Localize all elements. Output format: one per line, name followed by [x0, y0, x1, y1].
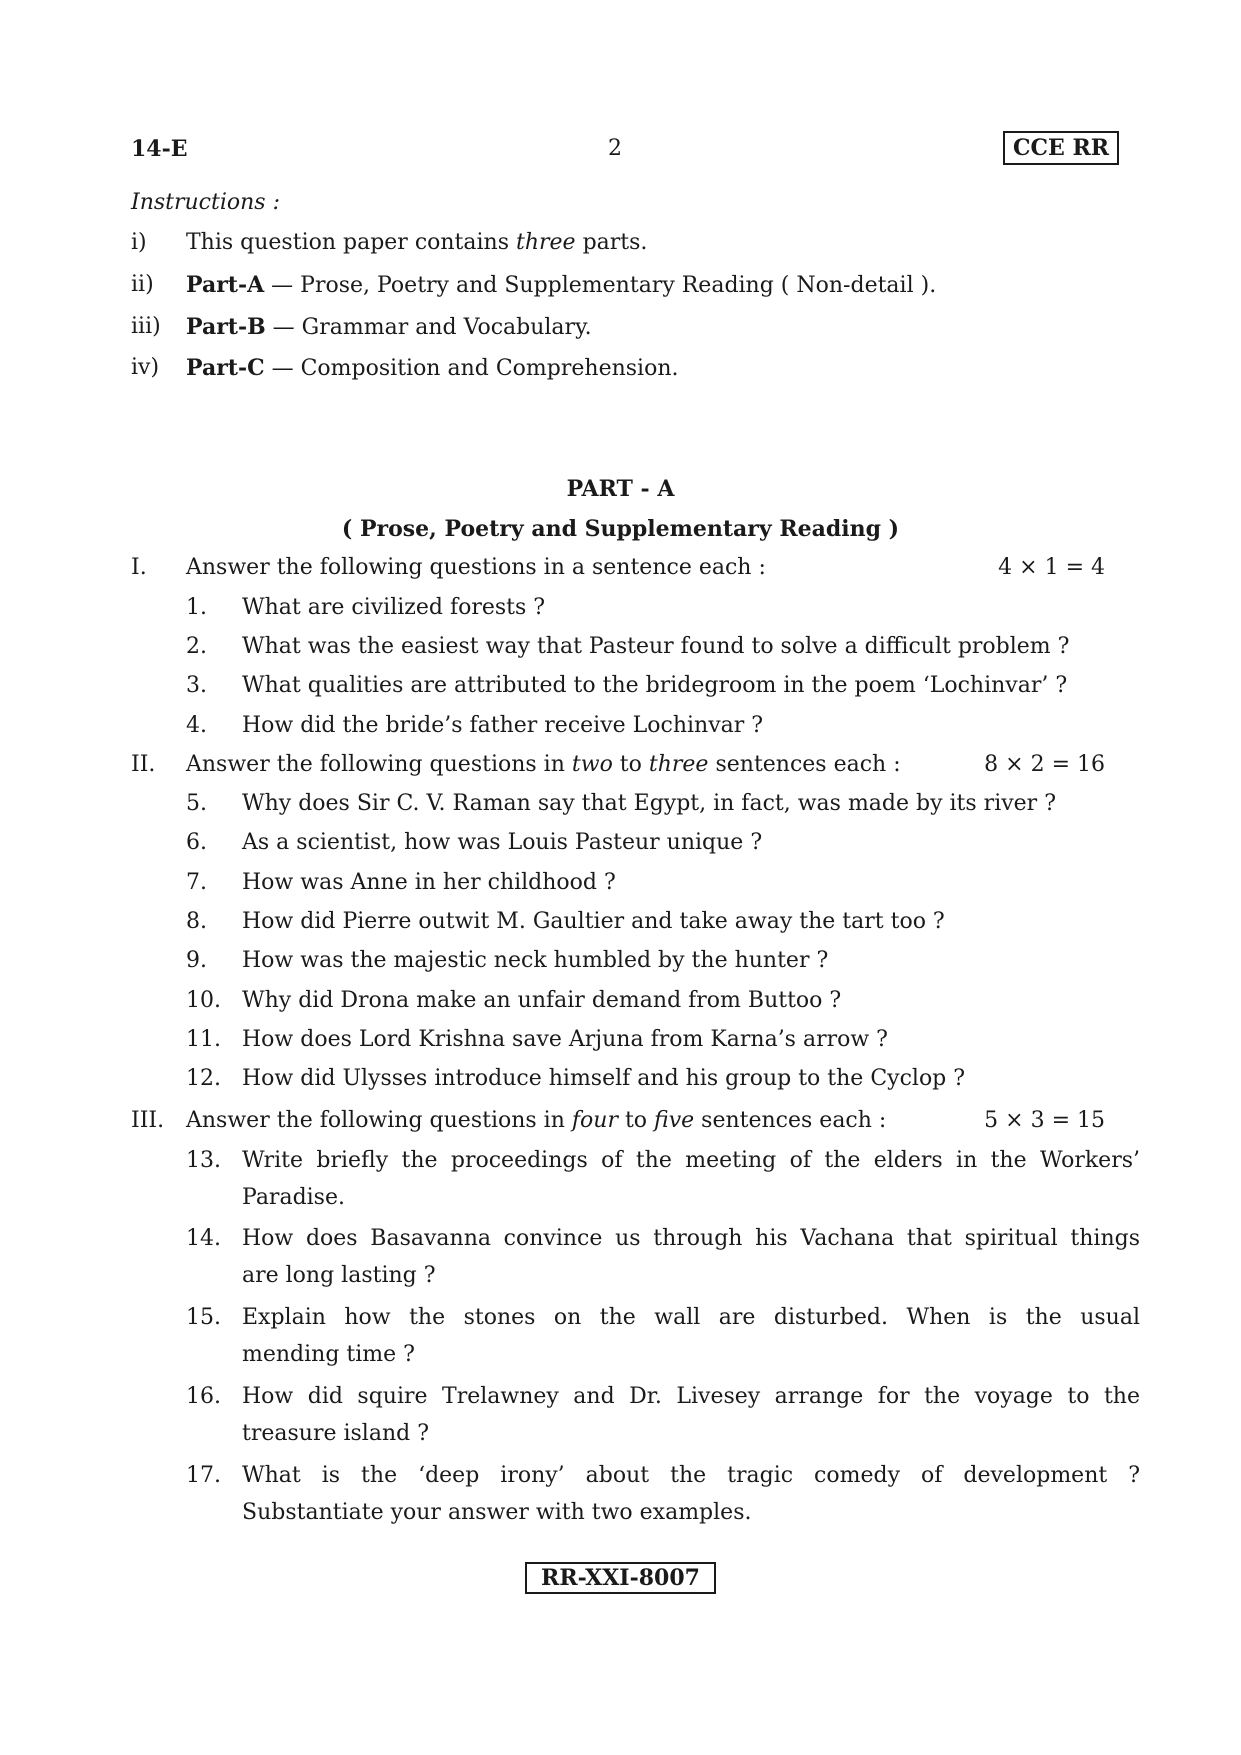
- footer-code: RR-XXI-8007: [525, 1562, 716, 1594]
- question-continuation: Paradise.: [242, 1185, 345, 1210]
- question-continuation: treasure island ?: [242, 1421, 429, 1446]
- instructions-title: Instructions :: [131, 190, 280, 215]
- part-title: PART - A: [566, 476, 675, 502]
- question-paper-page: 14-E 2 CCE RR Instructions : i) This question paper contains three parts. ii) Part-A — Prose, Poetry and Supplementary Reading ( Non-detail ). iii) Part-B — Grammar and Vocabulary. iv) Part-C — Composition and Comprehension. PART - A ( Prose, Poetry and Supplementary Reading ) I. Answer the following questions in a sentence each : 4 × 1 = 4 1. What are civilized forests ? 2. What was the easiest way that Pasteur found to solve a difficult problem ? 3. What qualities are attributed to the bridegroom in the poem ‘Lochinvar’ ? 4. How did the bride’s father receive Lochinvar ? II. Answer the following questions in two to three sentences each : 8 × 2 = 16 5. Why does Sir C. V. Raman say that Egypt, in fact, was made by its river ? 6. As a scientist, how was Louis Pasteur unique ? 7. How was Anne in her childhood ? 8. How did Pierre outwit M. Gaultier and take away the tart too ? 9. How was the majestic neck humbled by the hunter ? 10. Why did Drona make an unfair demand from Buttoo ? 11. How does Lord Krishna save Arjuna from Karna’s arrow ? 12. How did Ulysses introduce himself and his group to the Cyclop ? III. Answer the following questions in four to five sentences each : 5 × 3 = 15 13. Write briefly the proceedings of the meeting of the elders in the Workers’ Paradise. 14. How does Basavanna convince us through his Vachana that spiritual things are long lasting ? 15. Explain how the stones on the wall are disturbed. When is the usual mending time ? 16. How did squire Trelawney and Dr. Livesey arrange for the voyage to the treasure island ? 17. What is the ‘deep irony’ about the tragic comedy of development ? Substantiate your answer with two examples. RR-XXI-8007: [0, 0, 1241, 1755]
- footer-wrap: [0, 1562, 1241, 1594]
- page-number: 2: [608, 136, 622, 161]
- question-continuation: are long lasting ?: [242, 1263, 436, 1288]
- section-marks: 4 × 1 = 4: [998, 555, 1105, 580]
- section-marks: 8 × 2 = 16: [984, 752, 1105, 777]
- question-continuation: mending time ?: [242, 1342, 415, 1367]
- cce-rr-badge: CCE RR: [1003, 131, 1119, 165]
- part-subtitle: ( Prose, Poetry and Supplementary Reading ): [341, 516, 900, 542]
- paper-code: 14-E: [131, 136, 188, 162]
- section-marks: 5 × 3 = 15: [984, 1108, 1105, 1133]
- question-continuation: Substantiate your answer with two examples.: [242, 1500, 752, 1525]
